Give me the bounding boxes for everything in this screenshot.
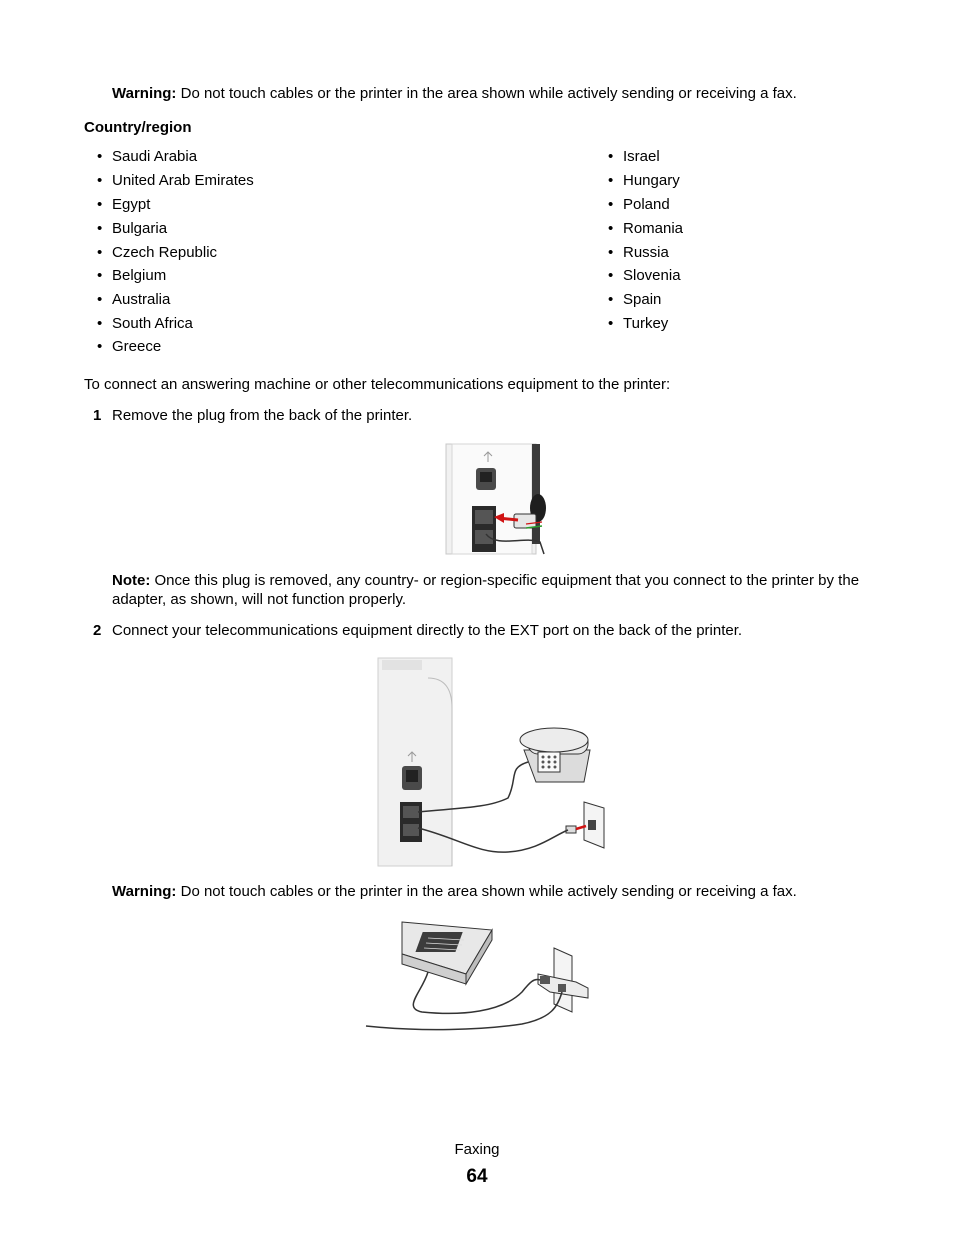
list-item: • Czech Republic — [97, 244, 218, 261]
list-item: • Poland — [608, 196, 670, 213]
list-item: • Russia — [608, 244, 669, 261]
intro-paragraph: To connect an answering machine or other telecommunications equipment to the printer: — [84, 376, 671, 393]
bullet-icon: • — [97, 267, 103, 284]
warning-text: Do not touch cables or the printer in the area shown while actively sending or receiving a fax. — [180, 883, 797, 900]
note-label: Note: — [112, 572, 151, 589]
note-paragraph — [112, 571, 872, 609]
bullet-icon: • — [97, 338, 103, 355]
bullet-icon: • — [97, 244, 103, 261]
bullet-icon: • — [608, 220, 614, 237]
bullet-icon: • — [608, 267, 614, 284]
list-item: • Egypt — [97, 196, 151, 213]
warning-bottom — [112, 883, 797, 901]
country-region-heading: Country/region — [84, 119, 192, 136]
bullet-icon: • — [97, 220, 103, 237]
list-item: • Belgium — [97, 267, 167, 284]
warning-top — [112, 85, 797, 103]
bullet-icon: • — [97, 291, 103, 308]
warning-label: Warning: — [112, 85, 177, 102]
bullet-icon: • — [608, 244, 614, 261]
bullet-icon: • — [97, 196, 103, 213]
bullet-icon: • — [608, 172, 614, 189]
step-1-number: 1 — [93, 407, 102, 424]
list-item: • Slovenia — [608, 267, 681, 284]
list-item: • Turkey — [608, 315, 669, 332]
list-item: • Greece — [97, 338, 162, 355]
step-2-text: Connect your telecommunications equipment directly to the EXT port on the back of the printer. — [112, 622, 743, 639]
page-number: 64 — [466, 1166, 488, 1187]
list-item: • Spain — [608, 291, 662, 308]
list-item: • Saudi Arabia — [97, 148, 198, 165]
warning-label: Warning: — [112, 883, 177, 900]
note-text: Once this plug is removed, any country- or region-specific equipment that you connect to the printer by the adapter, as shown, will not function properly. — [112, 572, 860, 608]
fax-wall-jack-illustration — [362, 912, 594, 1036]
bullet-icon: • — [608, 291, 614, 308]
warning-text: Do not touch cables or the printer in the area shown while actively sending or receiving a fax. — [180, 85, 797, 102]
step-1-text: Remove the plug from the back of the printer. — [112, 407, 413, 424]
list-item: • Hungary — [608, 172, 680, 189]
list-item: • United Arab Emirates — [97, 172, 254, 189]
bullet-icon: • — [608, 148, 614, 165]
bullet-icon: • — [97, 315, 103, 332]
bullet-icon: • — [608, 196, 614, 213]
bullet-icon: • — [97, 148, 103, 165]
printer-back-plug-illustration — [436, 444, 548, 556]
printer-telephone-wall-illustration — [378, 658, 610, 868]
step-2-number: 2 — [93, 622, 102, 639]
list-item: • South Africa — [97, 315, 193, 332]
list-item: • Australia — [97, 291, 171, 308]
footer-section-title: Faxing — [454, 1141, 500, 1158]
bullet-icon: • — [97, 172, 103, 189]
bullet-icon: • — [608, 315, 614, 332]
list-item: • Bulgaria — [97, 220, 168, 237]
list-item: • Israel — [608, 148, 660, 165]
list-item: • Romania — [608, 220, 684, 237]
